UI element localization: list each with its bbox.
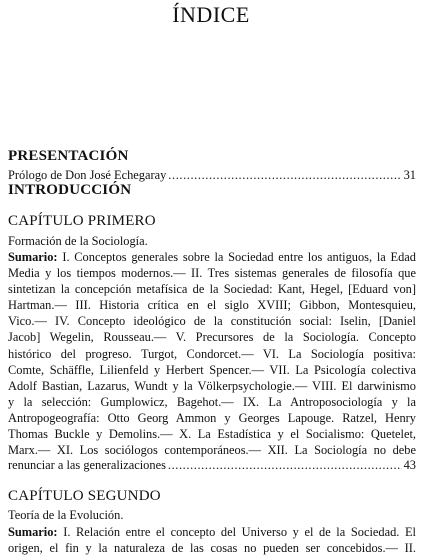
- chapter-subtitle-primero: Formación de la Sociología.: [8, 234, 148, 248]
- summary-line: Media y los tiempos modernos.— II. Tres sistemas generales de filosofía que: [8, 266, 416, 281]
- toc-entry-page: 31: [403, 168, 416, 182]
- dot-leader: [168, 168, 401, 183]
- chapter-summary-primero: [8, 249, 416, 458]
- page-title: ÍNDICE: [172, 2, 250, 27]
- summary-label: Sumario:: [8, 250, 58, 264]
- chapter-subtitle-segundo: Teoría de la Evolución.: [8, 508, 124, 522]
- summary-last-line: renunciar a las generalizaciones: [8, 458, 166, 472]
- summary-line: Vico.— IV. Concepto ideológico de la constitución social: Iselin, [Daniel: [8, 314, 416, 329]
- summary-line: Comte, Schäffle, Lilienfeld y Herbert Spencer.— VII. La Psicología colectiva: [8, 362, 416, 377]
- toc-entry-chapter-primero[interactable]: [8, 458, 416, 473]
- summary-line: Antropogeografía: Otto Georg Ammon y Georges Lapouge. Ratzel, Henry: [8, 410, 416, 425]
- summary-line: Marx.— XI. Los sociólogos contemporáneos.— XII. La Sociología no debe: [8, 443, 416, 458]
- toc-entry-prologo[interactable]: [8, 168, 416, 183]
- section-heading-introduccion: INTRODUCCIÓN: [8, 182, 132, 198]
- summary-line: Hartman.— III. Historia crítica en el siglo XVIII; Gibbon, Montesquieu,: [8, 298, 416, 313]
- summary-line: origen, el fin y la naturaleza de las cosas no pueden ser concebidos.— II.: [8, 541, 416, 556]
- summary-line: sintetizan la concepción metafísica de la Sociedad: Kant, Hegel, [Eduard von]: [8, 282, 416, 297]
- summary-line: Thomas Buckle y Demolins.— X. La Estadística y el Socialismo: Quetelet,: [8, 427, 416, 442]
- summary-line: Adolf Bastian, Lazarus, Wundt y la Völkerpsychologie.— VIII. El darwinismo: [8, 378, 416, 393]
- summary-line: Sumario: I. Conceptos generales sobre la Sociedad entre los antiguos, la Edad: [8, 250, 416, 264]
- chapter-heading-segundo: CAPÍTULO SEGUNDO: [8, 488, 161, 504]
- summary-line: Jacob] Wegelin, Rousseau.— V. Precursores de la Sociología. Concepto: [8, 330, 416, 345]
- dot-leader: [168, 458, 402, 473]
- summary-line: y la selección: Gumplowicz, Bagehot.— IX. La Antroposociología y la: [8, 394, 416, 409]
- summary-label: Sumario:: [8, 525, 58, 539]
- section-heading-presentacion: PRESENTACIÓN: [8, 148, 129, 164]
- chapter-heading-primero: CAPÍTULO PRIMERO: [8, 213, 156, 229]
- summary-line: histórico del progreso. Turgot, Condorcet.— VI. La Sociología positiva:: [8, 346, 416, 361]
- chapter-summary-segundo: [8, 524, 416, 556]
- toc-entry-page: 43: [403, 458, 416, 472]
- summary-line: Sumario: I. Relación entre el concepto del Universo y el de la Sociedad. El: [8, 525, 416, 539]
- toc-entry-label: Prólogo de Don José Echegaray: [8, 168, 167, 182]
